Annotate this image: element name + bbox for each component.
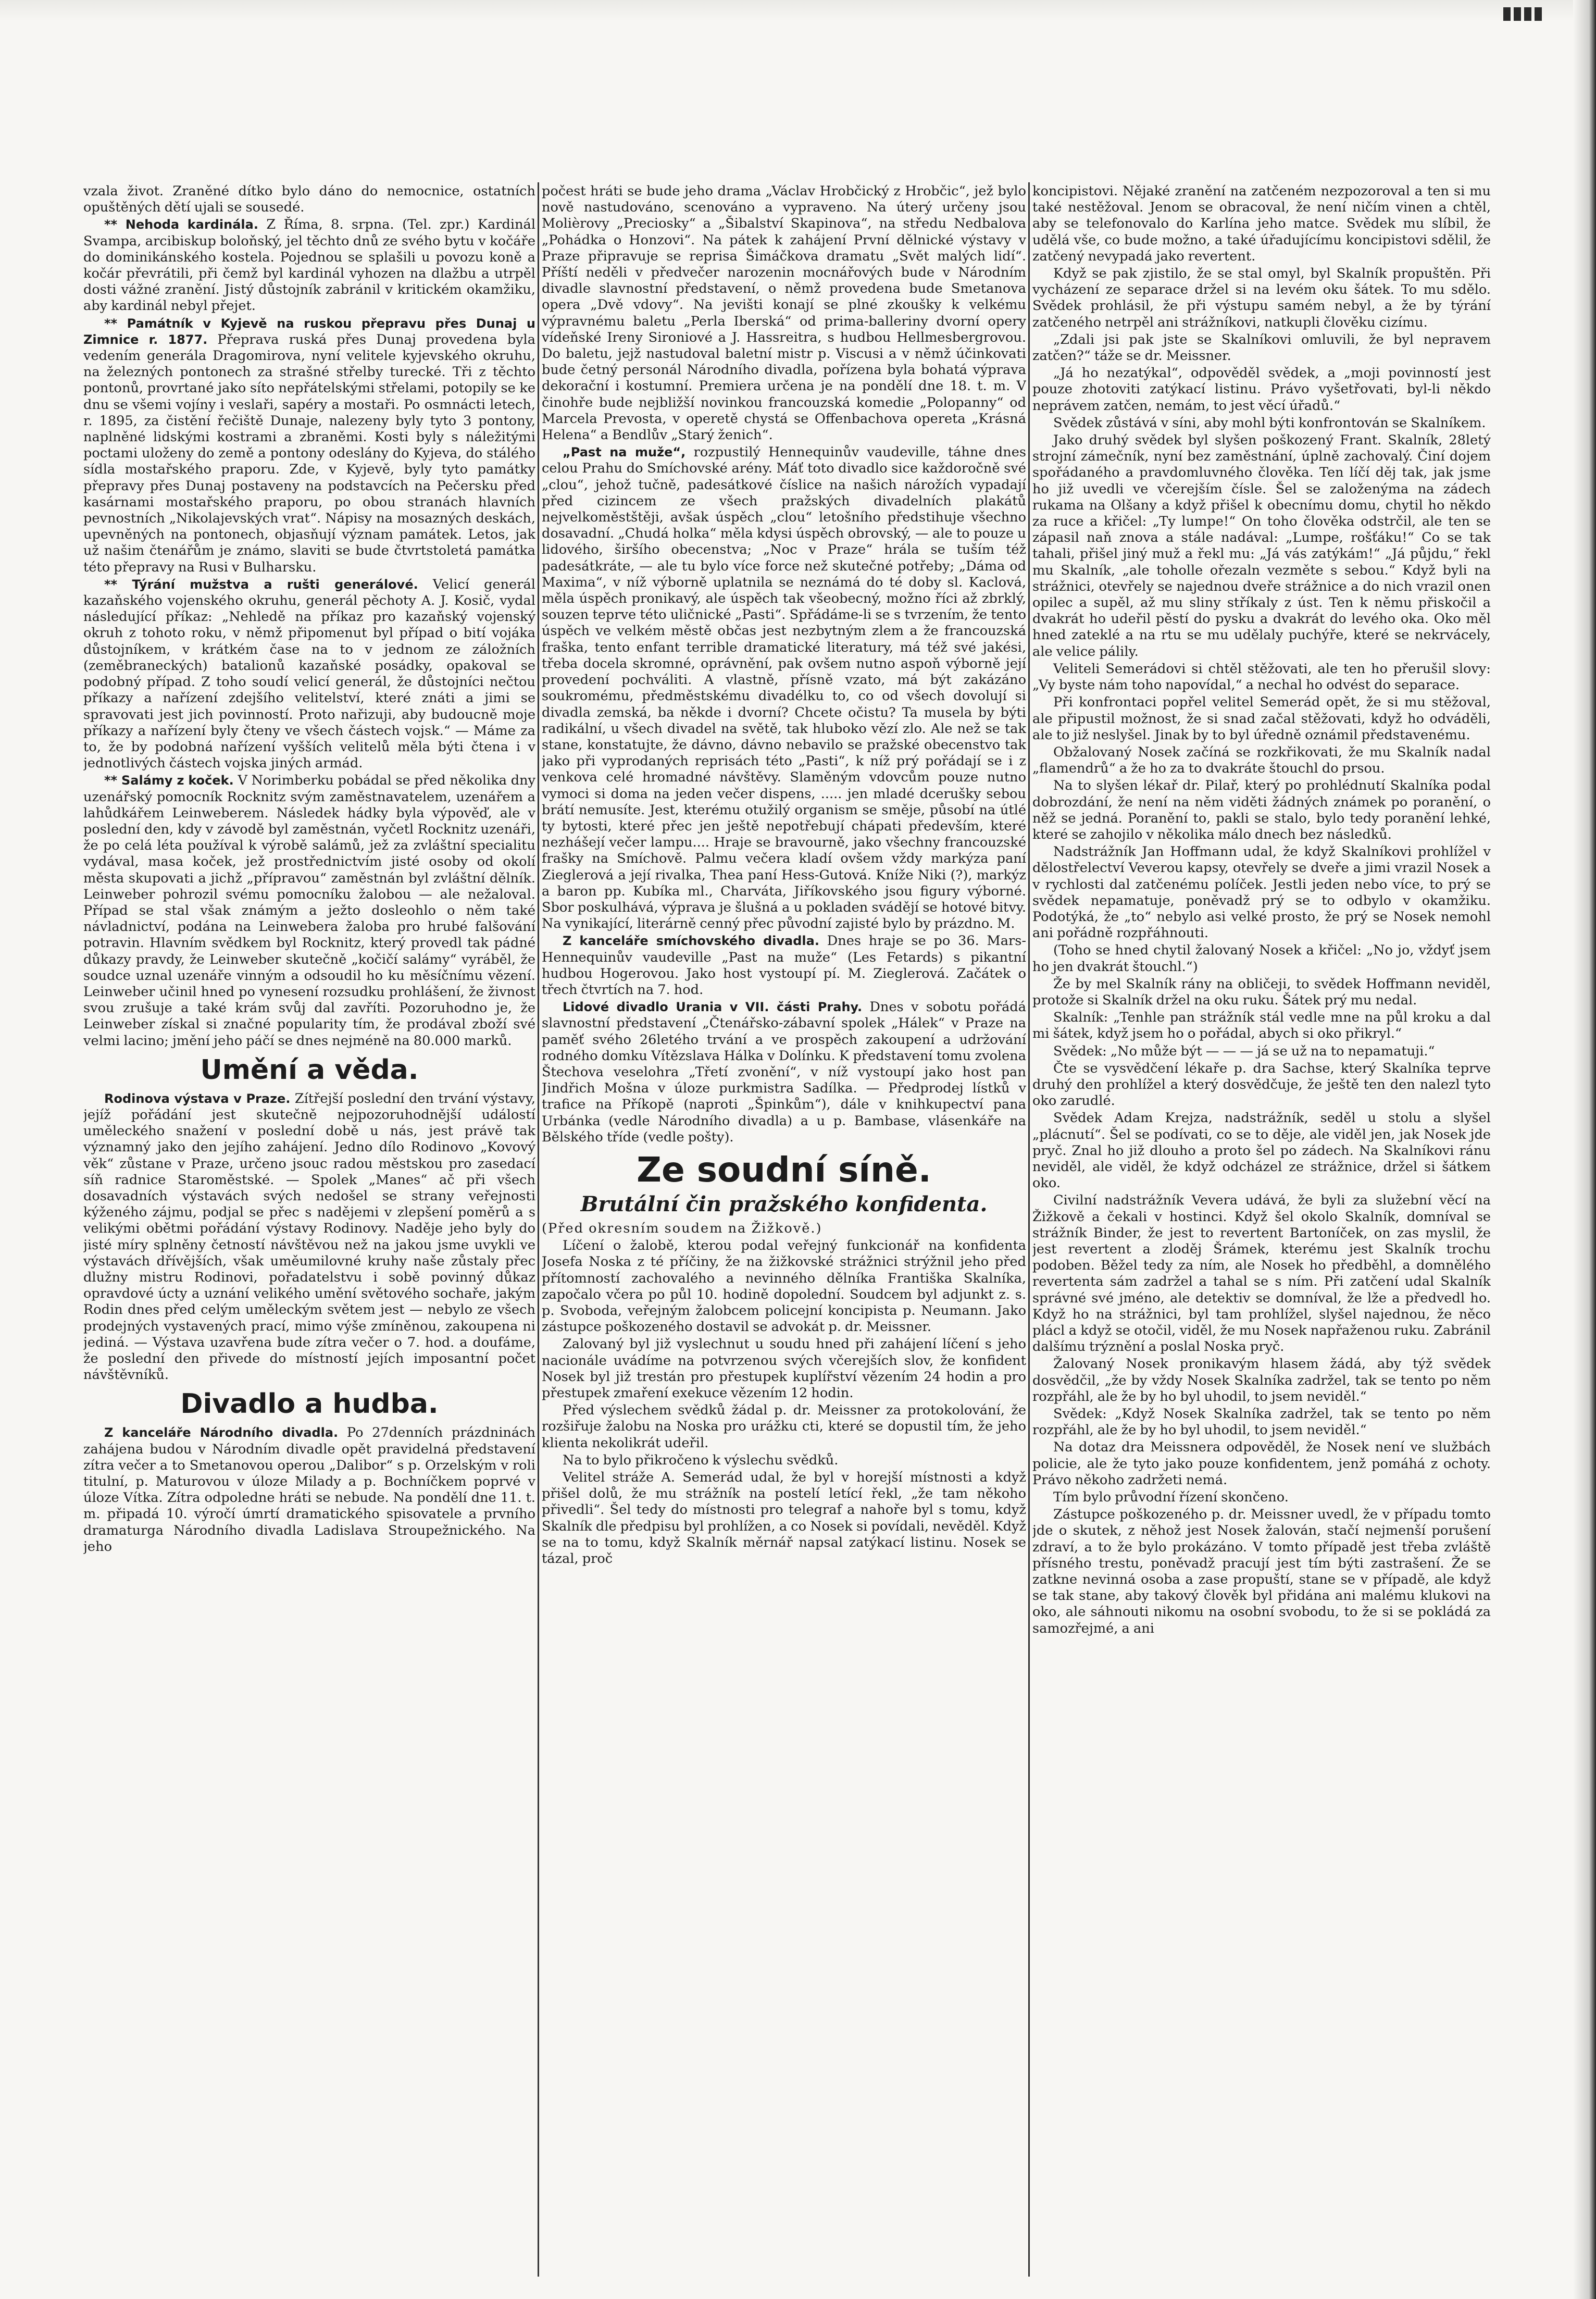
column-rule-1 [538,182,539,2277]
page-corner-marks [1503,7,1566,28]
column-rule-2 [1028,182,1030,2277]
news-item [83,1091,535,1384]
news-item-heading: Lidové divadlo Urania v VII. části Prahy. [563,1000,863,1015]
article-paragraph: Zalovaný byl již vyslechnut u soudu hned při zahájení líčení s jeho nacionále uvádíme na potvrzenou svých včerejších slov, že konfident Nosek byl již trestán pro přestupek kuplířství vězením 24 hodin a pro přestupek zmaření exekuce vězením 12 hodin. [542,1336,1026,1401]
article-paragraph: „Zdali jsi pak jste se Skalníkovi omluvili, že byl nepravem zatčen?“ táže se dr. Meissner. [1032,331,1491,364]
news-item [542,999,1026,1146]
news-item-heading: „Past na muže“, [563,445,686,460]
article-paragraph: Velitel stráže A. Semerád udal, že byl v horejší místnosti a když přišel dolů, že mu strážník na postelí letící řekl, „že tam někoho přivedli“. Šel tedy do místnosti pro telegraf a nahoře byl s tomu, když Skalník dle předpisu byl prohlížen, a co Nosek si povídali, nevěděl. Když se na to tomu, když Skalník měrnář napsal zatýkací listinu. Nosek se tázal, proč [542,1470,1026,1567]
article-paragraph: Na to slyšen lékař dr. Pilař, který po prohlédnutí Skalníka podal dobrozdání, že není na něm viděti žádných známek po poranění, o něž se jedná. Poranění to, pakli se stalo, bylo tedy poranění lehké, které se zahojilo v několika málo dnech bez následků. [1032,778,1491,842]
news-item-body: Přeprava ruská přes Dunaj provedena byla vedením generála Dragomirova, nyní velitele kyjevského okruhu, na železných pontonech za strašné střelby turecké. Tři z těchto pontonů, provrtané jako síto nepřátelskými střelami, potopily se ke dnu se všemi vojíny i veslaři, sapéry a mostaři. Po osmnácti letech, r. 1895, za čistění řečiště Dunaje, nalezeny byly tyto 3 pontony, naplněné lidskými kostrami a zbraněmi. Kosti byly s náležitými poctami uloženy do země a pontony odeslány do Kyjeva, do stálého sídla mostařského praporu. Zde, v Kyjevě, byly tyto památky přepravy přes Dunaj postaveny na podstavcích na Pečersku před kasárnami mostařského praporu, po obou stranách hlavních pevnostních „Nikolajevských vrat“. Nápisy na mosazných deskách, upevněných na pontonech, objasňují význam památek. Letos, jak už našim čtenářům je známo, slaviti se bude čtvrtstoletá památka této přepravy na Rusi v Bulharsku. [83,331,535,575]
section-heading-divadlo: Divadlo a hudba. [180,1388,439,1420]
article-paragraph: Čte se vysvědčení lékaře p. dra Sachse, který Skalníka teprve druhý den prohlížel a který dosvědčuje, že ještě ten den nalezl tyto oko zarudlé. [1032,1060,1491,1109]
article-paragraph: Obžalovaný Nosek začíná se rozkřikovati, že mu Skalník nadal „flamendrů“ a že ho za to dvakráte štouchl do prsou. [1032,744,1491,777]
article-paragraph: Když se pak zjistilo, že se stal omyl, byl Skalník propuštěn. Při vycházení ze separace držel si na levém oku šátek. To mu sdělo. Svědek prohlásil, že při výstupu samém nebyl, a že by týrání zatčeného netrpěl ani strážníkovi, natkupli člověku cizímu. [1032,266,1491,330]
article-paragraph: Před výslechem svědků žádal p. dr. Meissner za protokolování, že rozšiřuje žalobu na Noska pro urážku cti, které se dopustil tím, že jeho klienta nekolikrát udeřil. [542,1402,1026,1451]
news-item-body: Z Říma, 8. srpna. (Tel. zpr.) Kardinál Svampa, arcibiskup boloňský, jel těchto dnů ze svého bytu v kočáře do dominikánského kostela. Pojednou se splašili u povozu koně a kočár převrátili, při čemž byl kardinál vyhozen na dlažbu a utrpěl dosti vážné zranění. Jistý důstojník zabránil v kritickém okamžiku, aby kardinál nebyl přejet. [83,217,535,314]
news-item-heading: ** Památník v Kyjevě na ruskou přepravu přes Dunaj u Zimnice r. 1877. [83,316,535,347]
article-paragraph: „Já ho nezatýkal“, odpověděl svědek, a „moji povinností jest pouze zhotoviti zatýkací listinu. Právo vyšetřovati, byl-li někdo neprávem zatčen, nemám, to jest věcí úřadů.“ [1032,365,1491,414]
news-item-heading: ** Nehoda kardinála. [104,217,258,232]
page-right-edge [1573,0,1596,2299]
article-paragraph: Na to bylo přikročeno k výslechu svědků. [563,1452,839,1468]
news-item-body: Dnes v sobotu pořádá slavnostní představení „Čtenářsko-zábavní spolek „Hálek“ v Praze na paměť svého 26letého trvání a ve prospěch zakoupení a udržování rodného domku Vítězslava Hálka v Dolínku. K představení tomu zvolena Štechova veselohra „Třetí zvonění“, v níž vystoupí jako host pan Jindřich Mošna v úloze purkmistra Sadílka. — Předprodej lístků v trafice na Příkopě (naproti „Špinkům“), dále v knihkupectví pana Urbánka (vedle Národního divadla) a u p. Bambase, vlásenkáře na Bělského tříde (vedle pošty). [542,999,1026,1145]
section-heading-umeni: Umění a věda. [200,1054,419,1086]
column-2 [542,183,1026,2278]
news-item [83,773,535,1049]
news-item [83,316,535,576]
article-paragraph: Svědek zůstává v síni, aby mohl býti konfrontován se Skalníkem. [1053,415,1486,431]
article-paragraph: Žalovaný Nosek pronikavým hlasem žádá, aby týž svědek dosvědčil, „že by vždy Nosek Skalníka zadržel, tak se tento po něm rozpřáhl, ale že by ho byl uhodil, to jsem neviděl.“ [1032,1356,1491,1405]
news-item-body: rozpustilý Hennequinův vaudeville, táhne dnes celou Prahu do Smíchovské arény. Máť toto divadlo sice každoročně své „clou“, jehož tučně, padesátkové číslice na našich nárožích vypadají před cizincem ze všech pražských divadelních plakátů nejvelkoměstštěji, avšak úspěch „clou“ letošního předstihuje všechno dosavadní. „Chudá holka“ měla kdysi úspěch obrovský, — ale to pouze u lidového, širšího obecenstva; „Noc v Praze“ hrála se tuším též padesátkráte, — ale tu bylo více force než skutečné potřeby; „Dáma od Maxima“, v níž výborně uplatnila se neznámá do té doby sl. Kaclová, měla úspěch pronikavý, ale úspěch tak všeobecný, možno říci až zbrklý, souzen teprve této uličnické „Pasti“. Spřádáme-li se s tvrzením, že tento úspěch ve velkém městě občas jest nezbytným zlem a že francouzská fraška, tento enfant terrible dramatické literatury, má též své jakési, třeba docela skromné, oprávnění, pak ovšem nutno aspoň výborně její provedení pochváliti. A vlastně, přísně vzato, má být zakázáno soukromému, předměstskému divadélku to, co od všech dovolují si divadla zemská, ba někde i dvorní? Chcete očistu? Ta musela by býti radikální, u všech divadel na světě, tak hluboko vězí zlo. Ale než se tak stane, konstatujte, že dávno, dávno nebavilo se pražské obecenstvo tak jako při vyprodaných reprisách této „Pasti“, k níž prý pořádají se i z venkova celé hromadné návštěvy. Slaměným vdovcům pouze nutno vymoci si doma na jeden večer dispens, ..... jen mladé dcerušky sebou brátí nemusíte. Jest, kterému otužilý organism se směje, působí na útlé ty bytosti, které přec jen ještě nepotřebují chápati především, které nezhášejí večer lampu.... Hraje se bravourně, jako všechny francouzské frašky na Smíchově. Palmu večera kladí ovšem vždy markýza paní Zieglerová a její rivalka, Thea paní Hess-Gutová. Kníže Niki (?), markýz a baron pp. Kubíka ml., Charváta, Jiříkovského jsou figury výborné. Sbor poskulhává, výprava je šlušná a u pokladen svádějí se hotové bitvy. Na vynikající, literárně cenný přec původní zajisté bylo by prázdno. M. [542,444,1026,932]
article-paragraph: Svědek Adam Krejza, nadstrážník, seděl u stolu a slyšel „plácnutí“. Šel se podívati, co se to děje, ale viděl jen, jak Nosek jde pryč. Znal ho již dlouho a proto šel po zádech. Na Skalníkovi ránu neviděl, ale viděl, že když odcházel ze strážnice, držel si šátkem oko. [1032,1110,1491,1191]
page-top-edge [0,0,1596,21]
news-item-body: Zítřejší poslední den trvání výstavy, jejíž pořádání jest skutečně nejpozoruhodnější událostí uměleckého snažení v poslední době u nás, jest právě tak významný jako den jejího zahájení. Jedno dílo Rodinovo „Kovový věk“ zůstane v Praze, určeno jsouc radou městskou pro zasedací síň radnice Staroměstské. — Spolek „Manes“ ač při všech dosavadních výstavách svých nedošel se strany veřejnosti kýženého zájmu, podjal se přec s nadějemi v zlepšení poměrů a s velikými obětmi pořádání výstavy Rodinovy. Naděje jeho byly do jisté míry splněny četností návštěvou než na jakou jsme uvykli ve výstavách dřívějších, však uměumilovné kruhy naše zůstaly přec dlužny mistru Rodinovi, pořadatelstvu i sobě povinný důkaz opravdové úcty a uznání velikého umění světového sochaře, jakým Rodin dnes před celým uměleckým světem jest — nebylo ze všech prodejných vystavených prací, mimo výše zmíněnou, zakoupena ni jediná. — Výstava uzavřena bude zítra večer o 7. hod. a doufáme, že poslední den přivede do místností jejích imposantní počet návštěvníků. [83,1090,535,1383]
article-paragraph: Svědek: „No může být — — — já se už na to nepamatuji.“ [1053,1043,1435,1059]
article-paragraph: Že by mel Skalník rány na obličeji, to svědek Hoffmann neviděl, protože si Skalník držel na oku ruku. Šátek prý mu nedal. [1032,976,1491,1008]
column3-top-text: koncipistovi. Nějaké zranění na zatčeném nezpozoroval a ten si mu také nestěžoval. Jenom se obracoval, že není ničím vinen a chtěl, aby se telefonovalo do Karlína jeho matce. Svědek mu slíbil, že udělá vše, co bude možno, a také úřadujícímu koncipistovi sdělil, že zatčený nevypadá jako revertent. [1032,183,1491,264]
news-item-heading: Z kanceláře smíchovského divadla. [563,934,819,949]
article-paragraph: Veliteli Semerádovi si chtěl stěžovati, ale ten ho přerušil slovy: „Vy byste nám toho napovídal,“ a nechal ho odvést do separace. [1032,661,1491,693]
article-paragraph: Skalník: „Tenhle pan strážník stál vedle mne na půl kroku a dal mi šátek, když jsem ho o pořádal, abych si oko přikryl.“ [1032,1010,1491,1042]
column-3 [1032,183,1491,2278]
section-heading-soud: Ze soudní síně. [637,1149,931,1190]
news-item-heading: ** Salámy z koček. [104,773,234,788]
news-item-heading: ** Týrání mužstva a rušti generálové. [104,577,418,592]
news-item [83,1425,535,1555]
article-paragraph: Jako druhý svědek byl slyšen poškozený Frant. Skalník, 28letý strojní zámečník, nyní bez zaměstnání, úplně zachovalý. Činí dojem spořádaného a pravdomluvného člověka. Ten líčí děj tak, jak jsme ho již uvedli ve včerejším čísle. Šel se založenýma na zádech rukama na Olšany a když přišel k obecnímu domu, chytil ho někdo za ruce a křičel: „Ty lumpe!“ On toho člověka odstrčil, ale ten se zápasil naň znova a stále nadával: „Lumpe, rošťáku!“ Co se tak tahali, přišel jiný muž a řekl mu: „Já vás zatýkám!“ „Já půjdu,“ řekl mu Skalník, „ale toholle ořezaln vezměte s sebou.“ Když byli na strážnici, otevřely se najednou dveře strážnice a do nich vrazil onen opilec a supěl, až mu sliny stříkaly z úst. Ten k němu přiskočil a dvakrát ho udeřil pěstí do pysku a dvakrát do levého oka. Oko měl hned zateklé a na rtu se mu udělaly puchýře, které se nekrvácely, ale velice pálily. [1032,432,1491,660]
column-1 [83,183,535,2278]
news-item-heading: Z kanceláře Národního divadla. [104,1425,339,1440]
article-paragraph: Svědek: „Když Nosek Skalníka zadržel, tak se tento po něm rozpřáhl, ale že by ho byl uhodil, to jsem neviděl.“ [1032,1406,1491,1438]
article-paragraph: Tím bylo průvodní řízení skončeno. [1053,1489,1289,1506]
news-item-body: Po 27denních prázdninách zahájena budou v Národním divadle opět pravidelná představení zítra večer a to Smetanovou operou „Dalibor“ s p. Orzelským v roli titulní, p. Maturovou v úloze Milady a p. Bochníčkem poprvé v úloze Vítka. Zítra odpoledne hráti se nebude. Na pondělí dne 11. t. m. připadá 10. výročí úmrtí dramatického spisovatele a prvního dramaturga Národního divadla Ladislava Stroupežnického. Na jeho [83,1425,535,1555]
article-paragraph: Líčení o žalobě, kterou podal veřejný funkcionář na konfidenta Josefa Noska z té příčiny, že na žižkovské strážnici strýžnil jeho před přítomností zachovalého a nevinného dělníka Františka Skalníka, započalo včera po půl 10. hodině dopolední. Soudcem byl adjunkt z. s. p. Svoboda, veřejným žalobcem policejní koncipista p. Neumann. Jako zástupce poškozeného dostavil se advokát p. dr. Meissner. [542,1238,1026,1335]
news-item-body: Dnes hraje se po 36. Mars-Hennequinův vaudeville „Past na muže“ (Les Fetards) s pikantní hudbou Hogerovou. Jako host vystoupí pí. M. Zieglerová. Začátek o třech čtvrtích na 7. hod. [542,933,1026,998]
news-item-body: V Norimberku pobádal se před několika dny uzenářský pomocník Rocknitz svým zaměstnavatelem, uzenářem a lahůdkářem Leinweberem. Následek hádky byla výpověď, ale v poslední den, kdy v závodě byl zaměstnán, vyčetl Rocknitz uzenáři, že po celá léta používal k výrobě salámů, jež za zvláštní specialitu vydával, masa koček, jež prostřednictvím jisté osoby od okolí města skupovati a jichž „přípravou“ zaměstnán byl zvláštní dělník. Leinweber pohrozil svému pomocníku žalobou — ale nežaloval. Případ se stal však známým a ježto dosleohlo o něm také návladnictví, podána na Leinwebera žaloba pro hrubé falšování potravin. Hlavním svědkem byl Rocknitz, který provedl tak pádné důkazy pravdy, že Leinweber skutečně „kočičí salámy“ vyráběl, že soudce uznal uzenáře vinným a odsoudil ho ku měsíčnímu vězení. Leinweber učinil hned po vynesení rozsudku prohlášení, že živnost svou zrušuje a také krám svůj dal zavříti. Pozoruhodno je, že Leinweber získal si značné popularity tím, že prodával zboží své velmi lacino; jmění jeho páčí se dnes nejméně na 80.000 marků. [83,773,535,1049]
article-paragraph: Nadstrážník Jan Hoffmann udal, že když Skalníkovi prohlížel v dělostřelectví Veverou kapsy, otevřely se dveře a jimi vrazil Nosek a v rychlosti dal zatčenému políček. Jestli jeden nebo více, to prý se svědek nepamatuje, poněvadž prý se to odbylo v okamžiku. Podotýká, že „to“ nebylo asi velké prosto, že prý se Nosek nemohl ani pořádně rozpřáhnouti. [1032,844,1491,941]
article-paragraph: Civilní nadstrážník Vevera udává, že byli za služební věcí na Žižkově a čekali v hostinci. Když šel okolo Skalník, domníval se strážník Binder, že jest to revertent Bartoníček, on zas myslil, že jest revertent a zloděj Šrámek, kterému jest Skalník trochu podoben. Běžel tedy za ním, ale Nosek ho předběhl, a domnělého revertenta sám zadržel a tahal se s ním. Při zatčení udal Skalník správné své jméno, ale detektiv se domníval, že lže a předvedl ho. Když ho na strážnici, byl tam prohlížel, slyšel najednou, že něco plácl a když se otočil, viděl, že mu Nosek napřaženou ruku. Zabránil dalšímu trýznění a poslal Noska pryč. [1032,1192,1491,1355]
column2-top-text: počest hráti se bude jeho drama „Václav Hrobčický z Hrobčic“, jež bylo nově nastudováno, scenováno a vypraveno. Na úterý určeny jsou Molièrovy „Preciosky“ a „Šibalství Skapinova“, na středu Nedbalova „Pohádka o Honzovi“. Na pátek k zahájení První dělnické výstavy v Praze připravuje se reprisa Šimáčkova dramatu „Svět malých lidí“. Příští neděli v předvečer narozenin mocnářových bude v Národním divadle slavnostní představení, o němž provedena bude Smetanova opera „Dvě vdovy“. Na jevišti konají se plné zkoušky k velkému výpravnému baletu „Perla Iberská“ od prima-balleriny dvorní opery vídeňské Ireny Sironiové a J. Hassreitra, s hudbou Hellmesbergrovou. Do baletu, jejž nastudoval baletní mistr p. Viscusi a v němž účinkovati bude četný personál Národního divadla, pořízena byla bohatá výprava dekorační i kostumní. Premiera určena je na pondělí dne 18. t. m. V činohře bude nejbližší novinkou francouzská komedie „Polopanny“ od Marcela Prevosta, v operetě chystá se Offenbachova opereta „Krásná Helena“ a Bendlův „Starý ženich“. [542,183,1026,443]
column1-top-text: vzala život. Zraněné dítko bylo dáno do nemocnice, ostatních opuštěných dětí ujali se sousedé. [83,183,535,216]
article-lead: (Před okresním soudem na Žižkově.) [542,1220,822,1236]
news-item-heading: Rodinova výstava v Praze. [104,1091,291,1106]
article-paragraph: Při konfrontaci popřel velitel Semerád opět, že si mu stěžoval, ale připustil možnost, že si snad začal stěžovati, když ho odváděli, ale to již neslyšel. Jinak by to byl úředně oznámil představenému. [1032,694,1491,743]
news-item [83,577,535,772]
article-subtitle: Brutální čin pražského konfidenta. [580,1191,988,1216]
article-paragraph: Zástupce poškozeného p. dr. Meissner uvedl, že v případu tomto jde o skutek, z něhož jest Nosek žalován, stačí nejmenší porušení zdraví, a to že bylo prokázáno. V tomto případě jest třeba zvláště přísného trestu, poněvadž pracují jest tím býti zastrašení. Že se zatkne nevinná osoba a zase propuští, stane se v případě, ale když se tak stane, aby takový člověk byl přidána ani malému klukovi na oko, ale sáhnouti nikomu na osobní svobodu, to že si se pokládá za samozřejmé, a ani [1032,1507,1491,1636]
article-paragraph: (Toho se hned chytil žalovaný Nosek a křičel: „No jo, vždyť jsem ho jen dvakrát štouchl.“) [1032,942,1491,975]
article-paragraph: Na dotaz dra Meissnera odpověděl, že Nosek není ve službách policie, ale že tyto jako pouze konfidentem, jenž pomáhá z ochoty. Právo někoho zadržeti nemá. [1032,1439,1491,1488]
news-item-body: Velicí generál kazaňského vojenského okruhu, generál pěchoty A. J. Kosič, vydal následující příkaz: „Nehledě na příkaz pro kazaňský vojenský okruh z tohoto roku, v němž připomenut byl případ o bití vojáka důstojníkem, v krátkém čase na to v jednom ze záložních (zeměbraneckých) batalionů kazaňské posádky, opakoval se podobný případ. Z toho soudí velicí generál, že důstojníci nečtou příkazy a nařízení zdejšího velitelství, které znáti a jimi se spravovati jest jich povinností. Proto nařizuji, aby budoucně moje příkazy a nařízení byly čteny ve všech částech vojsk.“ — Máme za to, že by podobná nařízení vyšších velitelů měla býti čtena i v jednotlivých částech vojska jiných armád. [83,576,535,772]
news-item [542,444,1026,932]
news-item [542,933,1026,998]
news-item [83,217,535,314]
